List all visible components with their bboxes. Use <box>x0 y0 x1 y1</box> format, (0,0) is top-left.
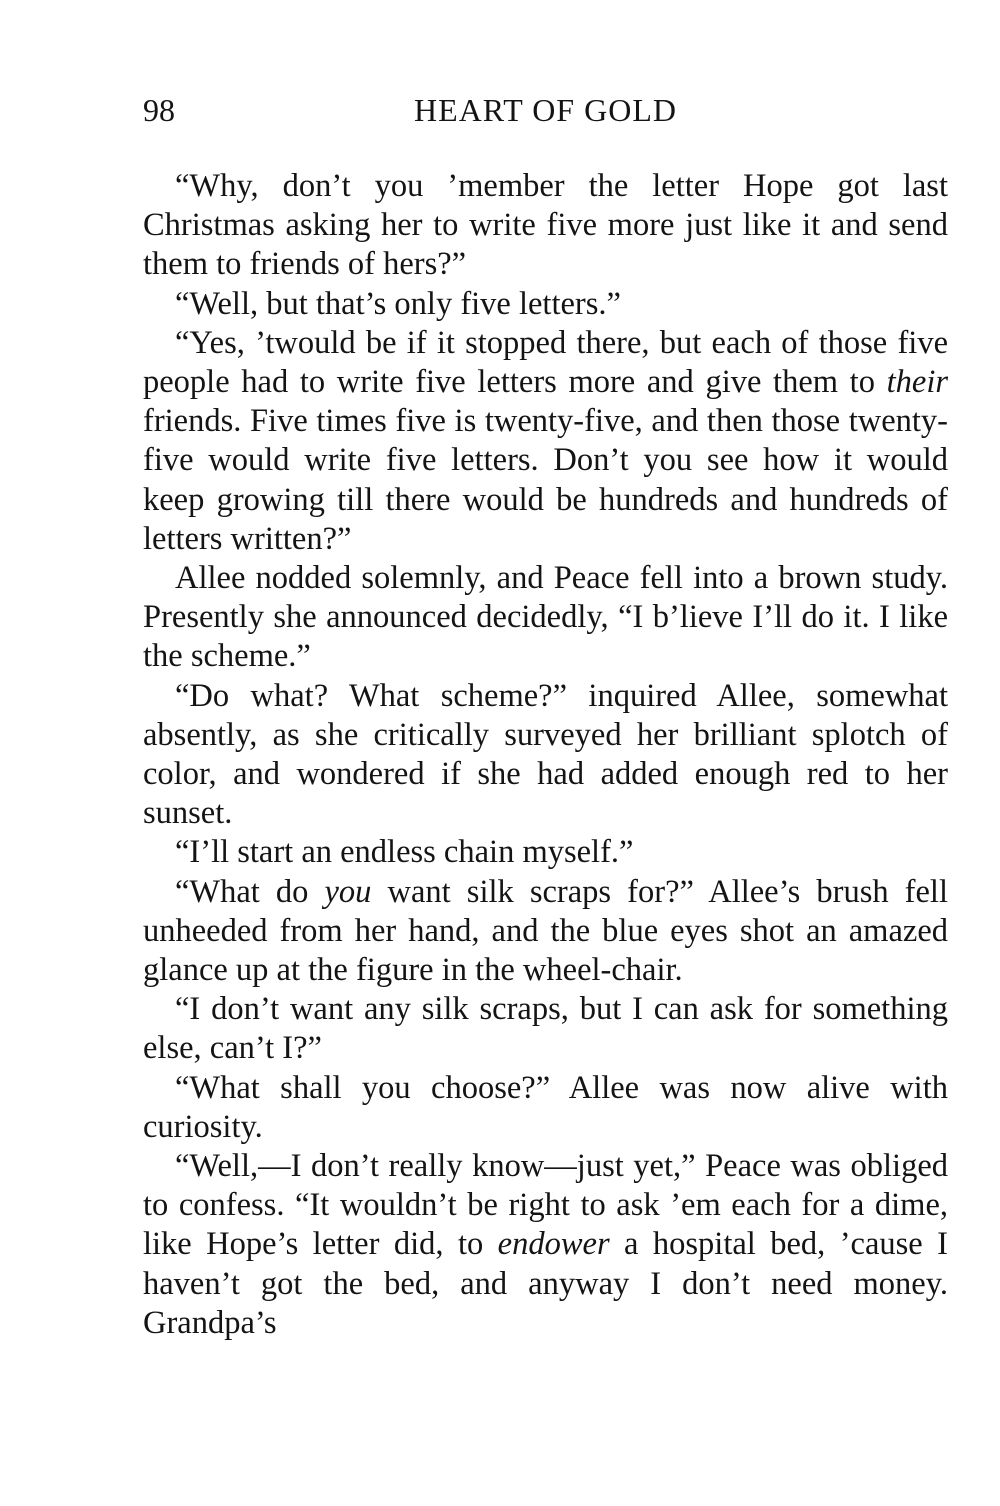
running-title: HEART OF GOLD <box>414 92 677 128</box>
paragraph: “Do what? What scheme?” inquired Allee, somewhat absently, as she critically surveyed her brilliant splotch of color, and wondered if she had added enough red to her sunset. <box>143 677 948 832</box>
paragraph: “I’ll start an endless chain myself.” <box>175 834 634 871</box>
body-text <box>143 167 948 1343</box>
emphasis: you <box>324 873 372 910</box>
paragraph: “Yes, ’twould be if it stopped there, but each of those five people had to write five letters more and give them to their friends. Five times five is twenty-five, and then those twenty-five would write five letters. Don’t you see how it would keep growing till there would be hundreds and hundreds of letters written?” <box>143 324 948 557</box>
paragraph: “What shall you choose?” Allee was now alive with curiosity. <box>143 1069 948 1145</box>
running-header <box>143 88 948 132</box>
paragraph: “I don’t want any silk scraps, but I can ask for something else, can’t I?” <box>143 991 948 1067</box>
paragraph: Allee nodded solemnly, and Peace fell into a brown study. Presently she announced decidedly, “I b’lieve I’ll do it. I like the scheme.” <box>143 560 948 675</box>
paragraph: “What do you want silk scraps for?” Allee’s brush fell unheeded from her hand, and the blue eyes shot an amazed glance up at the figure in the wheel-chair. <box>143 873 948 989</box>
page-number: 98 <box>143 92 175 128</box>
paragraph: “Well, but that’s only five letters.” <box>175 285 621 322</box>
emphasis: their <box>886 364 948 401</box>
emphasis: endower <box>497 1226 610 1263</box>
paragraph: “Well,—I don’t really know—just yet,” Peace was obliged to confess. “It wouldn’t be right to ask ’em each for a dime, like Hope’s letter did, to endower a hospital bed, ’cause I haven’t got the bed, and anyway I don’t need money. Grandpa’s <box>143 1148 948 1341</box>
paragraph: “Why, don’t you ’member the letter Hope got last Christmas asking her to write five more just like it and send them to friends of hers?” <box>143 168 948 283</box>
